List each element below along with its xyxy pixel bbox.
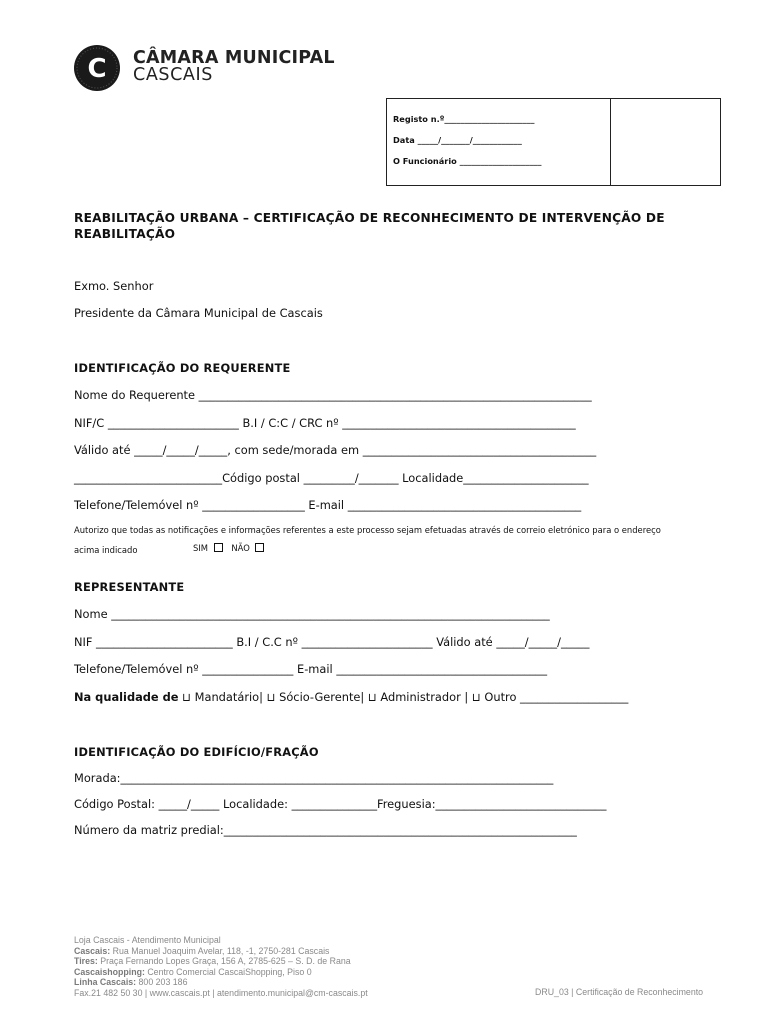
cascais-logo (73, 44, 121, 92)
representante-nif-field[interactable]: NIF ________________________ B.I / C.C nº _______________________ Válido até _____/_____/_____ (74, 635, 590, 649)
edificio-matriz-field[interactable]: Número da matriz predial:______________________________________________________________ (74, 823, 577, 837)
section-requerente-heading: IDENTIFICAÇÃO DO REQUERENTE (74, 361, 291, 375)
svg-text:C: C (87, 54, 107, 84)
footer-linha: Linha Cascais: 800 203 186 (74, 977, 188, 988)
representante-nome-field[interactable]: Nome _____________________________________________________________________________ (74, 607, 550, 621)
brand-name: CÂMARA MUNICIPAL (133, 48, 335, 68)
requerente-nome-field[interactable]: Nome do Requerente _____________________________________________________________________ (74, 388, 592, 402)
registo-box (386, 98, 721, 186)
edificio-morada-field[interactable]: Morada:____________________________________________________________________________ (74, 771, 554, 785)
sim-label: SIM (193, 543, 209, 553)
autorizo-text-cont: acima indicado (74, 545, 138, 555)
brand-city: CASCAIS (133, 65, 213, 85)
requerente-postal-field[interactable]: __________________________Código postal _________/_______ Localidade______________________ (74, 471, 589, 485)
section-edificio-heading: IDENTIFICAÇÃO DO EDIFÍCIO/FRAÇÃO (74, 745, 319, 759)
registo-funcionario-field[interactable]: O Funcionário ____________________ (393, 156, 542, 166)
edificio-codigo-field[interactable]: Código Postal: _____/_____ Localidade: _______________Freguesia:______________________________ (74, 797, 607, 811)
cascais-logo-icon (73, 44, 121, 92)
nao-label: NÃO (231, 543, 250, 553)
footer-contacts (74, 935, 368, 999)
footer-loja: Loja Cascais - Atendimento Municipal (74, 935, 221, 945)
footer-document-ref: DRU_03 | Certificação de Reconhecimento (535, 987, 704, 997)
representante-telefone-field[interactable]: Telefone/Telemóvel nº ________________ E-mail _____________________________________ (74, 662, 548, 676)
qualidade-label: Na qualidade de (74, 690, 179, 704)
qualidade-options[interactable]: ⊔ Mandatário| ⊔ Sócio-Gerente| ⊔ Administrador | ⊔ Outro ___________________ (178, 690, 629, 704)
addressee-salutation: Exmo. Senhor (74, 279, 154, 293)
footer-cascais: Cascais: Rua Manuel Joaquim Avelar, 118, -1, 2750-281 Cascais (74, 945, 330, 956)
autorizo-text: Autorizo que todas as notificações e informações referentes a este processo sejam efetuadas através de correio eletrónico para o endereço (74, 525, 661, 535)
registo-date-field[interactable]: Data _____/_______/____________ (393, 135, 522, 145)
requerente-nif-field[interactable]: NIF/C _______________________ B.I / C:C / CRC nº _________________________________________ (74, 416, 576, 430)
qualidade-row (74, 690, 628, 704)
nao-checkbox[interactable] (255, 543, 264, 552)
sim-checkbox[interactable] (214, 543, 223, 552)
registo-divider (610, 99, 611, 185)
footer-fax-web: Fax.21 482 50 30 | www.cascais.pt | atendimento.municipal@cm-cascais.pt (74, 987, 368, 998)
addressee-title: Presidente da Câmara Municipal de Cascais (74, 306, 323, 320)
section-representante-heading: REPRESENTANTE (74, 580, 185, 594)
footer-tires: Tires: Praça Fernando Lopes Graça, 156 A, 2785-625 – S. D. de Rana (74, 956, 351, 967)
requerente-validade-field[interactable]: Válido até _____/_____/_____, com sede/morada em _________________________________________ (74, 443, 597, 457)
footer-cascaishopping: Cascaishopping: Centro Comercial CascaiShopping, Piso 0 (74, 966, 312, 977)
sim-option[interactable] (193, 543, 264, 553)
document-title: REABILITAÇÃO URBANA – CERTIFICAÇÃO DE RECONHECIMENTO DE INTERVENÇÃO DE REABILITAÇÃO (74, 211, 665, 241)
registo-number-field[interactable]: Registo n.º______________________ (393, 114, 535, 124)
requerente-telefone-field[interactable]: Telefone/Telemóvel nº __________________ E-mail _________________________________________ (74, 498, 582, 512)
